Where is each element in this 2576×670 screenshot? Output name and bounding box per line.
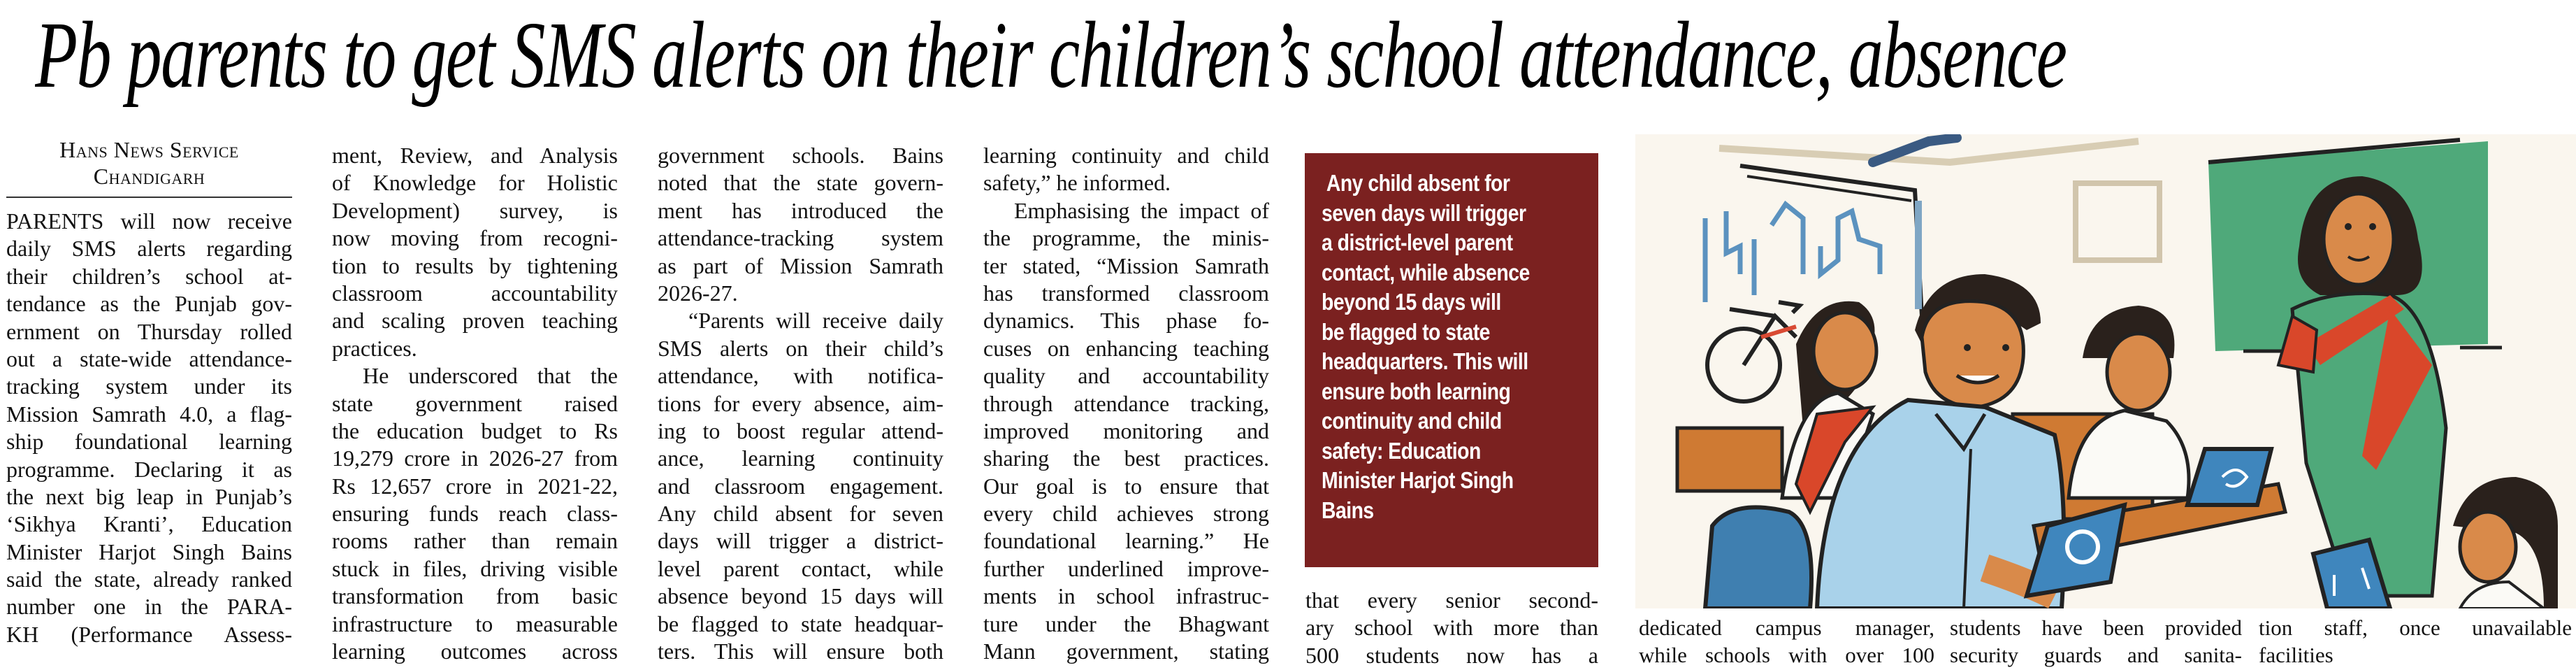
- text-line: has transformed classroom: [983, 280, 1269, 306]
- pull-quote-line: continuity and child: [1322, 408, 1502, 434]
- text-line: that every senior second-: [1305, 587, 1598, 613]
- text-line: ary school with more than: [1305, 615, 1598, 641]
- article-column-1: [6, 136, 292, 670]
- text-line: as part of Mission Samrath: [658, 252, 943, 278]
- text-line: safety,” he informed.: [983, 170, 1171, 196]
- pull-quote-line: headquarters. This will: [1322, 348, 1528, 374]
- text-line: be flagged to state headquar-: [658, 611, 943, 636]
- text-line: while schools with over 100: [1639, 643, 1934, 667]
- column-2-text: [332, 142, 618, 665]
- text-line: Mission Samrath 4.0, a flag-: [6, 401, 292, 427]
- article-column-7: [1950, 614, 2242, 669]
- byline-place: Chandigarh: [93, 164, 205, 189]
- byline-agency: Hans News Service: [59, 137, 239, 162]
- text-line: ‘Sikhya Kranti’, Education: [6, 511, 292, 537]
- text-line: their children’s school at-: [6, 263, 292, 289]
- text-line: KH (Performance Assess-: [6, 621, 292, 647]
- text-line: government schools. Bains: [658, 143, 943, 168]
- pull-quote-line: ensure both learning: [1322, 378, 1511, 404]
- text-line: classroom accountability: [332, 280, 618, 306]
- column-4-text: [983, 142, 1269, 665]
- text-line: students have been provided: [1950, 615, 2242, 640]
- text-line: ance, learning continuity: [658, 446, 943, 471]
- text-line: PARENTS will now receive: [6, 208, 292, 234]
- text-line: through attendance tracking,: [983, 390, 1269, 416]
- text-line: learning outcomes across: [332, 639, 618, 664]
- text-line: number one in the PARA-: [6, 594, 292, 620]
- text-line: of Knowledge for Holistic: [332, 170, 618, 196]
- pull-quote-line: Any child absent for: [1326, 170, 1510, 196]
- text-line: and scaling proven teaching: [332, 308, 618, 334]
- text-line: 19,279 crore in 2026-27 from: [332, 446, 618, 471]
- text-line: dedicated campus manager,: [1639, 615, 1934, 640]
- text-line: dynamics. This phase fo-: [983, 308, 1269, 334]
- text-line: SMS alerts on their child’s: [658, 335, 943, 361]
- text-line: Our goal is to ensure that: [983, 473, 1269, 499]
- text-line: learning continuity and child: [983, 143, 1269, 168]
- pull-quote-line: contact, while absence: [1322, 259, 1530, 285]
- text-line: rooms rather than remain: [332, 528, 618, 554]
- text-line: tion to results by tightening: [332, 252, 618, 278]
- text-line: absence beyond 15 days will: [658, 583, 943, 609]
- illustration-svg: [1635, 134, 2576, 608]
- text-line: the next big leap in Punjab’s: [6, 483, 292, 509]
- text-line: Emphasising the impact of: [1014, 197, 1269, 223]
- text-line: out a state-wide attendance-: [6, 345, 292, 371]
- text-line: ters. This will ensure both: [658, 639, 943, 664]
- text-line: tendance as the Punjab gov-: [6, 291, 292, 317]
- article-column-5: [1305, 587, 1598, 670]
- backpack: [1705, 507, 1811, 608]
- text-line: “Parents will receive daily: [688, 308, 943, 334]
- text-line: 2026-27.: [658, 280, 738, 306]
- pull-quote-line: seven days will trigger: [1322, 199, 1526, 226]
- text-line: Any child absent for seven: [658, 501, 943, 527]
- text-line: ter stated, “Mission Samrath: [983, 252, 1269, 278]
- text-line: now moving from recogni-: [332, 225, 618, 251]
- text-line: Mann government, stating: [983, 639, 1269, 664]
- text-line: security guards and sanita-: [1950, 643, 2242, 667]
- text-line: 500 students now has a: [1305, 642, 1598, 668]
- text-line: improved monitoring and: [983, 418, 1269, 443]
- column-7-text: [1950, 614, 2242, 669]
- pull-quote-line: a district-level parent: [1322, 229, 1513, 255]
- text-line: Minister Harjot Singh Bains: [6, 539, 292, 564]
- pull-quote-text: [1322, 169, 1582, 525]
- byline: [6, 136, 292, 190]
- text-line: every child achieves strong: [983, 501, 1269, 527]
- text-line: infrastructure to measurable: [332, 611, 618, 636]
- text-line: quality and accountability: [983, 363, 1269, 389]
- text-line: facilities: [2259, 643, 2333, 667]
- text-line: foundational learning.” He: [983, 528, 1269, 554]
- text-line: ensuring funds reach class-: [332, 501, 618, 527]
- text-line: practices.: [332, 335, 417, 361]
- desk-back-left: [1677, 428, 1782, 491]
- text-line: tions for every absence, aim-: [658, 390, 943, 416]
- article-column-2: [332, 142, 618, 670]
- pull-quote-box: [1305, 153, 1598, 567]
- text-line: state government raised: [332, 390, 618, 416]
- text-line: ship foundational learning: [6, 429, 292, 455]
- pull-quote-line: be flagged to state: [1322, 318, 1490, 345]
- text-line: Development) survey, is: [332, 197, 618, 223]
- column-1-text: [6, 208, 292, 648]
- pull-quote-line: Minister Harjot Singh: [1322, 467, 1514, 493]
- text-line: ture under the Bhagwant: [983, 611, 1269, 636]
- text-line: days will trigger a district-: [658, 528, 943, 554]
- text-line: level parent contact, while: [658, 555, 943, 581]
- pull-quote-line: beyond 15 days will: [1322, 289, 1501, 315]
- text-line: said the state, already ranked: [6, 566, 292, 592]
- column-6-text: [1639, 614, 1934, 669]
- text-line: ernment on Thursday rolled: [6, 318, 292, 344]
- article-column-8: [2259, 614, 2572, 669]
- article-column-4: [983, 142, 1269, 670]
- article-column-3: [658, 142, 943, 670]
- text-line: He underscored that the: [363, 363, 618, 389]
- column-8-text: [2259, 614, 2572, 669]
- pull-quote-line: Bains: [1322, 497, 1374, 523]
- text-line: tracking system under its: [6, 373, 292, 399]
- text-line: transformation from basic: [332, 583, 618, 609]
- classroom-illustration: [1635, 134, 2576, 608]
- column-3-text: [658, 142, 943, 665]
- text-line: daily SMS alerts regarding: [6, 236, 292, 262]
- text-line: ments in school infrastruc-: [983, 583, 1269, 609]
- text-line: cuses on enhancing teaching: [983, 335, 1269, 361]
- text-line: attendance-tracking system: [658, 225, 943, 251]
- article-column-6: [1639, 614, 1934, 669]
- text-line: tion staff, once unavailable: [2259, 615, 2572, 640]
- text-line: and classroom engagement.: [658, 473, 943, 499]
- pull-quote-line: safety: Education: [1322, 437, 1481, 464]
- text-line: Rs 12,657 crore in 2021-22,: [332, 473, 618, 499]
- text-line: ment, Review, and Analysis: [332, 143, 618, 168]
- byline-divider: [6, 197, 292, 198]
- text-line: noted that the state govern-: [658, 170, 943, 196]
- text-line: attendance, with notifica-: [658, 363, 943, 389]
- text-line: sharing the best practices.: [983, 446, 1269, 471]
- column-5-text: [1305, 587, 1598, 669]
- headline: [35, 3, 2551, 108]
- text-line: the programme, the minis-: [983, 225, 1269, 251]
- text-line: programme. Declaring it as: [6, 456, 292, 482]
- text-line: stuck in files, driving visible: [332, 555, 618, 581]
- text-line: the education budget to Rs: [332, 418, 618, 443]
- text-line: further underlined improve-: [983, 555, 1269, 581]
- text-line: ing to boost regular attend-: [658, 418, 943, 443]
- text-line: ment has introduced the: [658, 197, 943, 223]
- headline-text: Pb parents to get SMS alerts on their children’s school attendance, absence: [35, 3, 2067, 108]
